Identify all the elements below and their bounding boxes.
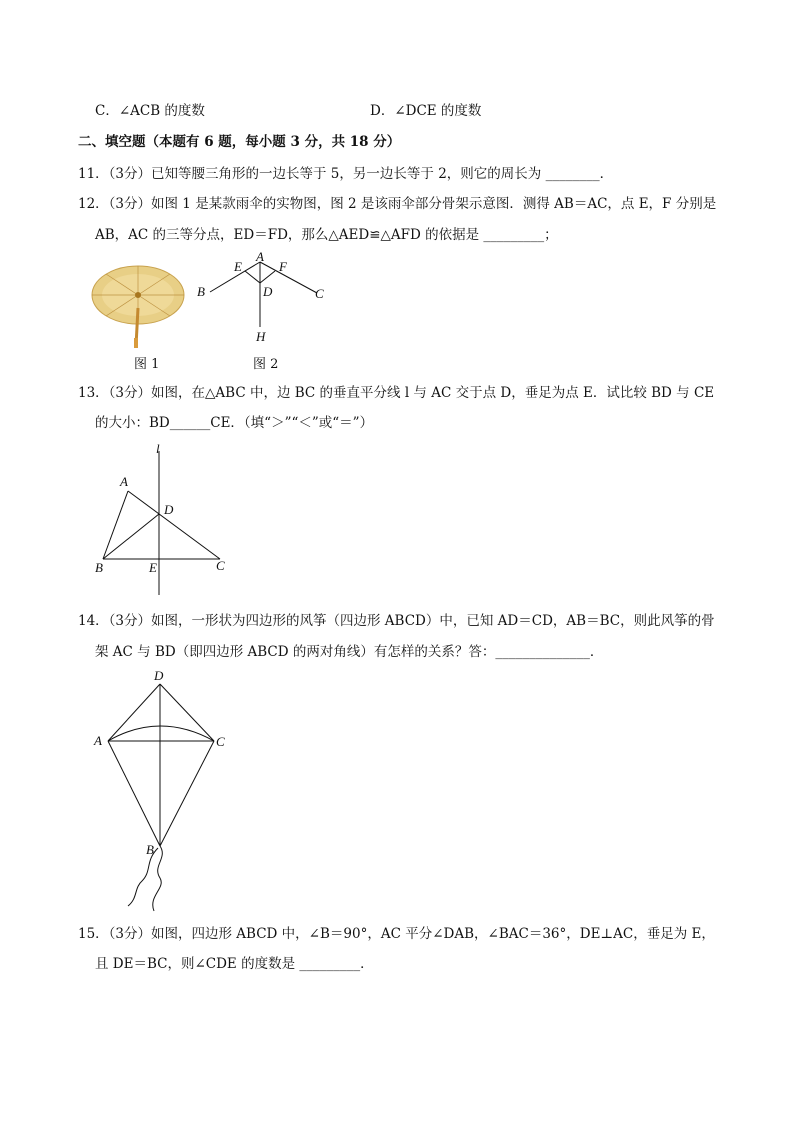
section-heading: 二、填空题（本题有 6 题，每小题 3 分，共 18 分）: [78, 134, 401, 150]
label-A: A: [256, 249, 264, 264]
question-13-line-2: 的大小：BD______CE．（填“＞”“＜”或“＝”）: [95, 415, 374, 431]
label-D: D: [263, 284, 273, 299]
kite-diagram: [90, 666, 240, 916]
label-C: C: [216, 734, 225, 749]
choice-c: C．∠ACB 的度数: [95, 103, 205, 119]
label-A: A: [94, 733, 102, 748]
label-H: H: [256, 329, 266, 344]
label-C: C: [315, 286, 324, 301]
label-C: C: [216, 558, 225, 573]
umbrella-frame-diagram: [195, 250, 335, 350]
label-E: E: [234, 259, 242, 274]
question-15-line-1: 15．（3分）如图，四边形 ABCD 中，∠B＝90°，AC 平分∠DAB，∠BAC＝36°，DE⊥AC，垂足为 E，: [78, 926, 715, 942]
label-D: D: [164, 502, 174, 517]
question-12-line-2: AB，AC 的三等分点，ED＝FD，那么△AED≌△AFD 的依据是 _________；: [95, 227, 558, 243]
question-13-line-1: 13．（3分）如图，在△ABC 中，边 BC 的垂直平分线 l 与 AC 交于点 D，垂足为点 E．试比较 BD 与 CE: [78, 385, 715, 401]
label-D: D: [154, 668, 164, 683]
label-A: A: [120, 474, 128, 489]
label-B: B: [95, 560, 103, 575]
choice-d: D．∠DCE 的度数: [370, 103, 482, 119]
figure-1-caption: 图 1: [134, 357, 160, 372]
label-B: B: [197, 284, 205, 299]
question-14-line-2: 架 AC 与 BD（即四边形 ABCD 的两对角线）有怎样的关系？答：______________．: [95, 644, 604, 660]
question-14-line-1: 14．（3分）如图，一形状为四边形的风筝（四边形 ABCD）中，已知 AD＝CD，AB＝BC，则此风筝的骨: [78, 613, 715, 629]
label-B: B: [146, 842, 154, 857]
umbrella-photo: [90, 258, 190, 353]
triangle-bisector-diagram: [90, 443, 240, 603]
label-E: E: [149, 560, 157, 575]
label-F: F: [279, 259, 287, 274]
question-12-line-1: 12．（3分）如图 1 是某款雨伞的实物图，图 2 是该雨伞部分骨架示意图．测得 AB＝AC，点 E，F 分别是: [78, 196, 717, 212]
label-l: l: [156, 441, 160, 456]
question-15-line-2: 且 DE＝BC，则∠CDE 的度数是 _________．: [95, 956, 374, 972]
figure-2-caption: 图 2: [253, 357, 279, 372]
question-11: 11．（3分）已知等腰三角形的一边长等于 5，另一边长等于 2，则它的周长为 ________．: [78, 166, 614, 182]
